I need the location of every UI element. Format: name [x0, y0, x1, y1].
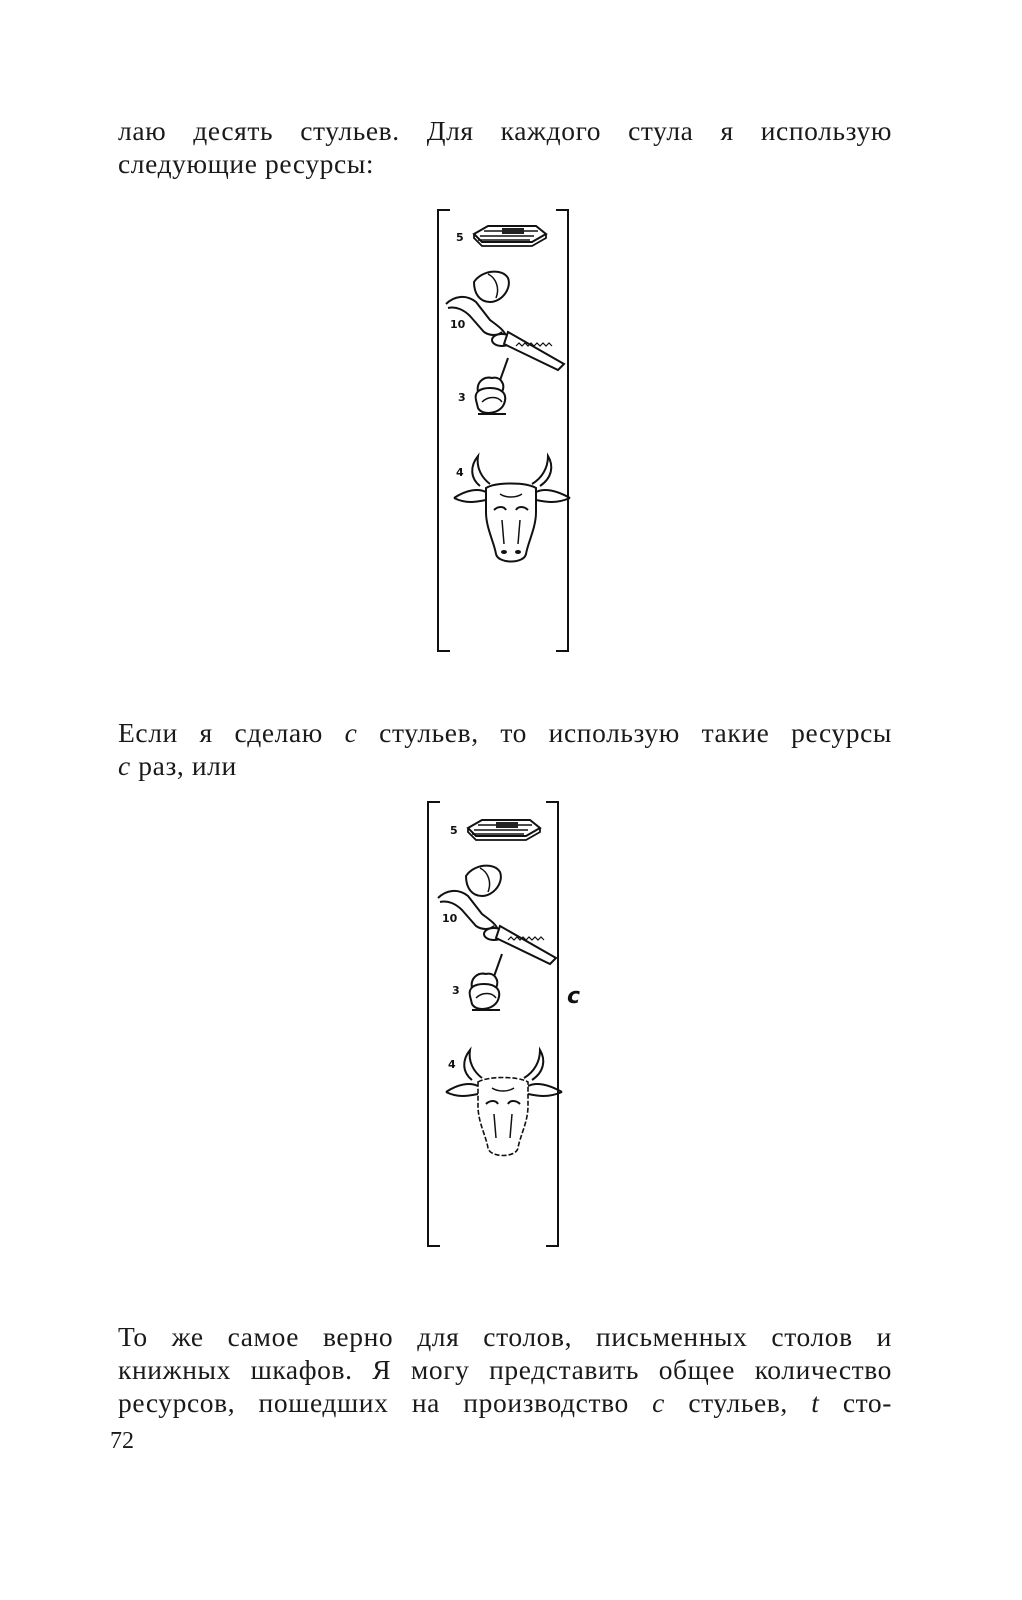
resource-3-quantity: 3	[452, 984, 460, 997]
ox-head-icon	[446, 1050, 562, 1156]
paragraph-3-line-2: книжных шкафов. Я могу представить общее количество	[118, 1354, 892, 1385]
variable-c: c	[344, 717, 358, 748]
resource-1-quantity: 5	[456, 231, 464, 244]
paragraph-1	[118, 114, 892, 180]
right-bracket	[556, 210, 568, 651]
variable-c: c	[652, 1387, 665, 1418]
glue-pot-icon	[470, 954, 502, 1010]
resource-matrix-1-drawing	[432, 208, 577, 658]
paragraph-3-line-3	[118, 1386, 892, 1419]
resource-matrix-2-drawing	[422, 800, 567, 1252]
paragraph-3-line-1: То же самое верно для столов, письменных столов и	[118, 1321, 892, 1352]
ox-head-icon	[454, 456, 570, 562]
paragraph-3-line-3-post: сто-	[819, 1387, 893, 1418]
paragraph-2-line-1-pre: Если я сделаю	[118, 717, 345, 748]
paragraph-2-line-1	[118, 716, 892, 749]
resource-4-quantity: 4	[448, 1058, 456, 1071]
variable-c: c	[118, 750, 131, 781]
lumber-icon	[468, 820, 540, 840]
resource-matrix-2	[422, 800, 567, 1252]
paragraph-2-line-2-post: раз, или	[130, 750, 237, 781]
resource-3-quantity: 3	[458, 391, 466, 404]
paragraph-3-line-3-pre: ресурсов, пошедших на производство	[118, 1387, 653, 1418]
page-number: 72	[110, 1428, 134, 1454]
left-bracket	[428, 802, 440, 1246]
paragraph-1-line-1: лаю десять стульев. Для каждого стула я использую	[118, 115, 892, 146]
paragraph-2-line-2	[118, 749, 892, 782]
paragraph-2-line-1-post: стульев, то использую такие ресурсы	[357, 717, 893, 748]
resource-2-quantity: 10	[450, 318, 466, 331]
paragraph-3-line-3-mid: стульев,	[664, 1387, 812, 1418]
glue-pot-icon	[476, 358, 508, 414]
paragraph-1-line-2: следующие ресурсы:	[118, 148, 375, 179]
right-bracket	[546, 802, 558, 1246]
resource-matrix-1	[432, 208, 577, 658]
resource-1-quantity: 5	[450, 824, 458, 837]
variable-t: t	[811, 1387, 820, 1418]
multiplier-c: c	[567, 984, 581, 1009]
paragraph-3	[118, 1320, 892, 1419]
lumber-icon	[474, 226, 546, 246]
paragraph-2	[118, 716, 892, 782]
left-bracket	[438, 210, 450, 651]
resource-2-quantity: 10	[442, 912, 458, 925]
resource-4-quantity: 4	[456, 466, 464, 479]
